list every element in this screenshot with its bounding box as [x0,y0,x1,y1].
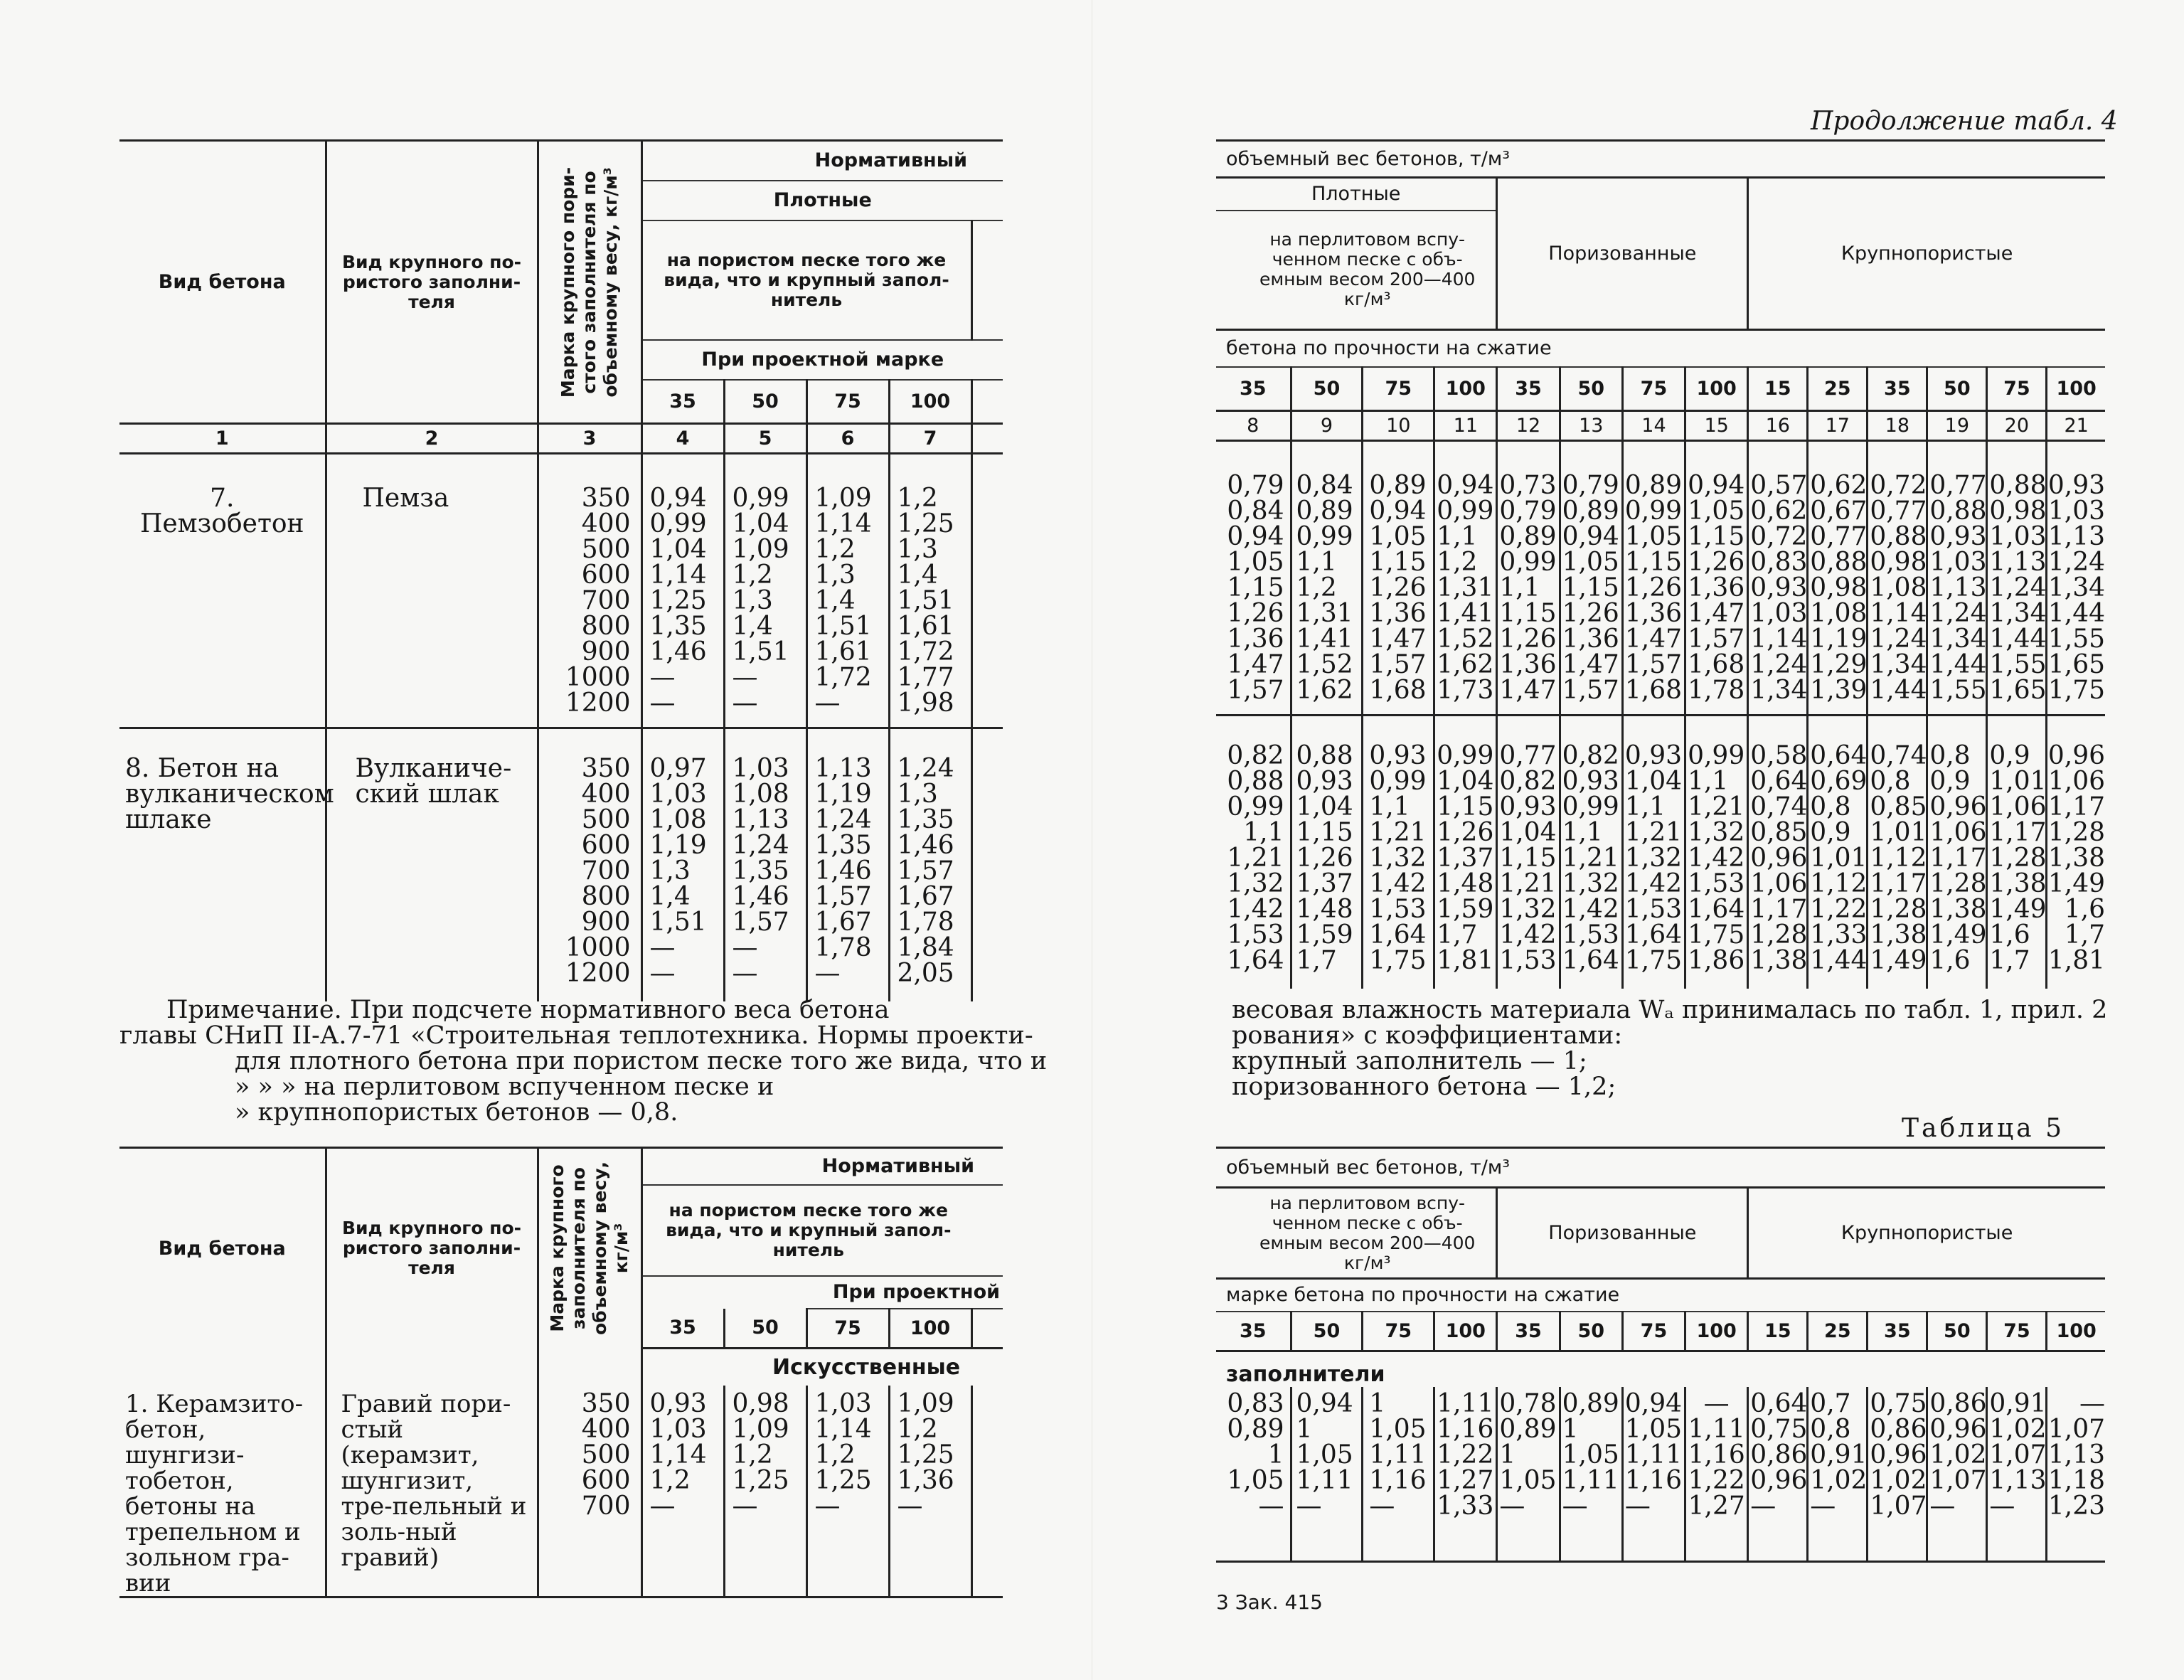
grade-75: 75 [806,380,889,424]
r-b8-c10: 0,93 0,99 1,1 1,21 1,32 1,42 1,53 1,64 1,75 [1363,716,1434,989]
r-b8-c13: 0,82 0,93 0,99 1,1 1,21 1,32 1,42 1,53 1,64 [1560,716,1622,989]
col-number-5: 5 [724,424,806,454]
header-pri-proektnoy: При проектной марке [641,340,1003,380]
r-header-krupnoporistye: Крупнопористые [1748,178,2105,330]
t5-data-block [1216,1387,2105,1562]
t5-grade: 50 [1927,1312,1987,1351]
r-caption-obyemny: объемный вес бетонов, т/м³ [1216,141,2105,178]
table4-left-part2 [119,1147,1003,1598]
r-grade: 25 [1808,367,1868,411]
t5-grade: 75 [1622,1312,1685,1351]
t2-header-vid-betona: Вид бетона [119,1148,326,1349]
r-col-number: 15 [1685,411,1748,441]
r-col-number: 20 [1987,411,2047,441]
r-grade: 75 [1363,367,1434,411]
t5-c2: 0,94 1 1,05 1,11 — [1291,1387,1363,1562]
t5-caption-strength: марке бетона по прочности на сжатие [1216,1279,2105,1312]
r-block7 [1216,441,2105,716]
t5-grade: 15 [1748,1312,1808,1351]
t2-row1-col7: 1,09 1,2 1,25 1,36 — [889,1386,971,1597]
header-marka-text: Марка крупного пори-стого заполнителя по объемному весу, кг/м³ [558,166,621,398]
table4-left-part1 [119,139,1003,1001]
t2-grade-75: 75 [806,1309,889,1349]
r-block8 [1216,716,2105,989]
t5-c14: — 1,07 1,13 1,18 1,23 [2047,1387,2105,1562]
col-number-7: 7 [889,424,971,454]
r-grade: 100 [2056,377,2097,400]
row8-col5: 1,03 1,08 1,13 1,24 1,35 1,46 1,57 — — [724,728,806,1001]
note-line2: главы СНиП II-А.7-71 «Строительная теплотехника. Нормы проекти- [119,1021,1033,1050]
r-b8-c17: 0,64 0,69 0,8 0,9 1,01 1,12 1,22 1,33 1,44 [1808,716,1868,989]
r-grade: 50 [1927,367,1987,411]
grade-100: 100 [889,380,971,424]
r-b7-c8: 0,79 0,84 0,94 1,05 1,15 1,26 1,36 1,47 1,57 [1216,441,1291,716]
t2-grade-100: 100 [889,1309,971,1349]
r-b8-c18: 0,74 0,8 0,85 1,01 1,12 1,17 1,28 1,38 1,49 [1868,716,1927,989]
r-grade: 50 [1291,367,1363,411]
row7-col7: 1,2 1,25 1,3 1,4 1,51 1,61 1,72 1,77 1,98 [889,454,971,728]
t5-c9: 0,64 0,75 0,86 0,96 — [1748,1387,1808,1562]
row8-col7: 1,24 1,3 1,35 1,46 1,57 1,67 1,78 1,84 2,05 [889,728,971,1001]
col-number-1: 1 [119,424,326,454]
t2-grade-50: 50 [724,1309,806,1349]
t5-section-zapolniteli: заполнители [1226,1361,1385,1387]
t5-c3: 1 1,05 1,11 1,16 — [1363,1387,1434,1562]
r-b7-c10: 0,89 0,94 1,05 1,15 1,26 1,36 1,47 1,57 1,68 [1363,441,1434,716]
col-number-3: 3 [538,424,641,454]
note-line1: Примечание. При подсчете нормативного веса бетона [166,996,890,1024]
r-note-line4: поризованного бетона — 1,2; [1232,1073,1616,1101]
t2-grade-35: 35 [641,1309,724,1349]
header-vid-betona: Вид бетона [119,141,326,424]
r-grade: 35 [1497,367,1560,411]
header-marka [538,141,641,424]
r-header-plotnye: Плотные [1216,178,1497,211]
t5-header-porizovannye: Поризованные [1497,1188,1748,1279]
t5-grade: 75 [1987,1312,2047,1351]
r-col-number: 14 [1622,411,1685,441]
t5-c5: 0,78 0,89 1 1,05 — [1497,1387,1560,1562]
t2-header-normativny: Нормативный [641,1148,1003,1185]
t2-header-marka [538,1148,641,1349]
r-b8-c9: 0,88 0,93 1,04 1,15 1,26 1,37 1,48 1,59 1,7 [1291,716,1363,989]
row7-aggregate: Пемза [326,454,538,728]
t5-c6: 0,89 1 1,05 1,11 — [1560,1387,1622,1562]
r-grade: 100 [1434,367,1497,411]
t5-c4: 1,11 1,16 1,22 1,27 1,33 [1434,1387,1497,1562]
row8-col6: 1,13 1,19 1,24 1,35 1,46 1,57 1,67 1,78 — [806,728,889,1001]
r-b7-c13: 0,79 0,89 0,94 1,05 1,15 1,26 1,36 1,47 1,57 [1560,441,1622,716]
t2-row1-col6: 1,03 1,14 1,2 1,25 — [806,1386,889,1597]
t5-grade: 100 [2047,1312,2105,1351]
r-b7-c14: 0,89 0,99 1,05 1,15 1,26 1,36 1,47 1,57 1,68 [1622,441,1685,716]
r-b7-c21: 0,93 1,03 1,13 1,24 1,34 1,44 1,55 1,65 1,75 [2047,471,2105,705]
t5-header-na-perlitovom: на перлитовом вспу-ченном песке с объ-емным весом 200—400 кг/м³ [1216,1188,1497,1279]
col-number-4: 4 [641,424,724,454]
t2-row1-col4: 0,93 1,03 1,14 1,2 — [641,1386,724,1597]
row7-marks: 350 400 500 600 700 800 900 1000 1200 [538,454,641,728]
r-note-line3: крупный заполнитель — 1; [1232,1047,1587,1075]
t5-c10: 0,7 0,8 0,91 1,02 — [1808,1387,1868,1562]
r-grade: 15 [1748,367,1808,411]
r-col-number: 11 [1434,411,1497,441]
t5-grade: 50 [1560,1312,1622,1351]
row7-col5: 0,99 1,04 1,09 1,2 1,3 1,4 1,51 — — [724,454,806,728]
t2-row1-name: 1. Керамзито-бетон, шунгизи-тобетон, бетоны на трепельном и зольном гра-вии [119,1386,326,1597]
t5-c12: 0,86 0,96 1,02 1,07 — [1927,1387,1987,1562]
r-b8-c11: 0,99 1,04 1,15 1,26 1,37 1,48 1,59 1,7 1,81 [1434,716,1497,989]
t2-row1-marks: 350 400 500 600 700 [538,1386,641,1597]
t2-section-iskusstvennye: Искусственные [772,1354,961,1380]
r-grade: 75 [1987,367,2047,411]
t2-header-marka-text: Марка крупного заполнителя по объемному весу, кг/м³ [547,1161,632,1336]
t2-header-na-poristom: на пористом песке того же вида, что и крупный запол-нитель [641,1185,1003,1276]
header-na-poristom: на пористом песке того же вида, что и крупный запол-нитель [641,220,971,340]
page-footer: 3 Зак. 415 [1216,1590,1323,1614]
grade-50: 50 [724,380,806,424]
table5-title: Таблица 5 [1902,1114,2065,1143]
r-b8-c21: 0,96 1,06 1,17 1,28 1,38 1,49 1,6 1,7 1,81 [2047,716,2105,989]
continuation-title: Продолжение табл. 4 [1811,107,2118,136]
row7-col6: 1,09 1,14 1,2 1,3 1,4 1,51 1,61 1,72 — [806,454,889,728]
t5-c1: 0,83 0,89 1 1,05 — [1216,1387,1291,1562]
row7-name: 7. Пемзобетон [119,454,326,728]
t2-row1-col5: 0,98 1,09 1,2 1,25 — [724,1386,806,1597]
t5-c7: 0,94 1,05 1,11 1,16 — [1622,1387,1685,1562]
r-grade: 35 [1868,367,1927,411]
r-b7-c20: 0,88 0,98 1,03 1,13 1,24 1,34 1,44 1,55 1,65 [1987,441,2047,716]
r-col-number: 9 [1291,411,1363,441]
note-line4: » » » на перлитовом вспученном песке и [235,1073,774,1101]
r-col-number: 19 [1927,411,1987,441]
t5-header-krupnoporistye: Крупнопористые [1748,1188,2105,1279]
t5-caption-obyemny: объемный вес бетонов, т/м³ [1216,1148,2105,1188]
r-col-number: 21 [2047,411,2105,441]
r-header-porizovannye: Поризованные [1497,178,1748,330]
r-b7-c17: 0,62 0,67 0,77 0,88 0,98 1,08 1,19 1,29 1,39 [1808,441,1868,716]
col-number-6: 6 [806,424,889,454]
r-grade: 75 [1622,367,1685,411]
r-b7-c18: 0,72 0,77 0,88 0,98 1,08 1,14 1,24 1,34 1,44 [1868,441,1927,716]
right-page [1092,0,2184,1680]
r-grade: 100 [1685,367,1748,411]
col-number-2: 2 [326,424,538,454]
t5-c11: 0,75 0,86 0,96 1,02 1,07 [1868,1387,1927,1562]
note-line3: для плотного бетона при пористом песке того же вида, что и [235,1047,1048,1075]
t5-grade: 35 [1868,1312,1927,1351]
r-note-line2: рования» с коэффициентами: [1232,1021,1623,1050]
t5-grade: 35 [1216,1312,1291,1351]
r-b8-c16: 0,58 0,64 0,74 0,85 0,96 1,06 1,17 1,28 1,38 [1748,716,1808,989]
r-grade: 50 [1560,367,1622,411]
header-vid-zapolnitelya: Вид крупного по-ристого заполни-теля [326,141,538,424]
row8-aggregate: Вулканиче-ский шлак [326,728,538,1001]
r-note-line1: весовая влажность материала Wₐ принималась по табл. 1, прил. 2 [1232,996,2108,1024]
r-col-number: 10 [1363,411,1434,441]
r-grade: 35 [1216,367,1291,411]
table5-right [1216,1147,2105,1563]
r-col-number: 18 [1868,411,1927,441]
t2-row1-aggregate: Гравий пори-стый (керамзит, шунгизит, тре-пельный и золь-ный гравий) [326,1386,538,1597]
t5-grade: 100 [1434,1312,1497,1351]
t5-grade: 35 [1497,1312,1560,1351]
r-b7-c15: 0,94 1,05 1,15 1,26 1,36 1,47 1,57 1,68 1,78 [1685,441,1748,716]
r-grades-row [1216,367,2105,411]
note-line5: » крупнопористых бетонов — 0,8. [235,1098,678,1127]
t5-grades-row [1216,1312,2105,1351]
row8-marks: 350 400 500 600 700 800 900 1000 1200 [538,728,641,1001]
r-b8-c15: 0,99 1,1 1,21 1,32 1,42 1,53 1,64 1,75 1,86 [1685,716,1748,989]
r-col-number: 8 [1216,411,1291,441]
r-b7-c12: 0,73 0,79 0,89 0,99 1,1 1,15 1,26 1,36 1,47 [1497,441,1560,716]
r-b7-c19: 0,77 0,88 0,93 1,03 1,13 1,24 1,34 1,44 1,55 [1927,441,1987,716]
t2-header-vid-zapolnitelya: Вид крупного по-ристого заполни-теля [326,1148,538,1349]
header-plotnye: Плотные [641,181,1003,220]
r-b8-c20: 0,9 1,01 1,06 1,17 1,28 1,38 1,49 1,6 1,7 [1987,716,2047,989]
r-col-number: 12 [1497,411,1560,441]
t5-c13: 0,91 1,02 1,07 1,13 — [1987,1387,2047,1562]
r-header-na-perlitovom: на перлитовом вспу-ченном песке с объ-емным весом 200—400 кг/м³ [1216,211,1497,330]
r-col-number: 16 [1748,411,1808,441]
r-col-number: 17 [1808,411,1868,441]
t5-grade: 75 [1363,1312,1434,1351]
grade-35: 35 [641,380,724,424]
r-b8-c12: 0,77 0,82 0,93 1,04 1,15 1,21 1,32 1,42 1,53 [1497,716,1560,989]
row8-name: 8. Бетон на вулканическом шлаке [119,728,326,1001]
row8-col4: 0,97 1,03 1,08 1,19 1,3 1,4 1,51 — — [641,728,724,1001]
table4-right-part1 [1216,139,2105,989]
row7-col4: 0,94 0,99 1,04 1,14 1,25 1,35 1,46 — — [641,454,724,728]
r-b7-c9: 0,84 0,89 0,99 1,1 1,2 1,31 1,41 1,52 1,62 [1291,441,1363,716]
t2-header-pri-proektnoy: При проектной [806,1276,1003,1309]
t5-grade: 25 [1808,1312,1868,1351]
r-b7-c16: 0,57 0,62 0,72 0,83 0,93 1,03 1,14 1,24 1,34 [1748,441,1808,716]
r-b8-c8: 0,82 0,88 0,99 1,1 1,21 1,32 1,42 1,53 1,64 [1216,716,1291,989]
t5-c8: — 1,11 1,16 1,22 1,27 [1685,1387,1748,1562]
r-numbers-row [1216,411,2105,441]
t5-grade: 100 [1685,1312,1748,1351]
r-b8-c14: 0,93 1,04 1,1 1,21 1,32 1,42 1,53 1,64 1,75 [1622,716,1685,989]
r-b8-c19: 0,8 0,9 0,96 1,06 1,17 1,28 1,38 1,49 1,6 [1927,716,1987,989]
header-normativny: Нормативный [641,141,1003,181]
r-col-number: 13 [1560,411,1622,441]
r-caption-strength: бетона по прочности на сжатие [1216,330,2105,367]
r-b7-c11: 0,94 0,99 1,1 1,2 1,31 1,41 1,52 1,62 1,73 [1434,441,1497,716]
t5-grade: 50 [1291,1312,1363,1351]
